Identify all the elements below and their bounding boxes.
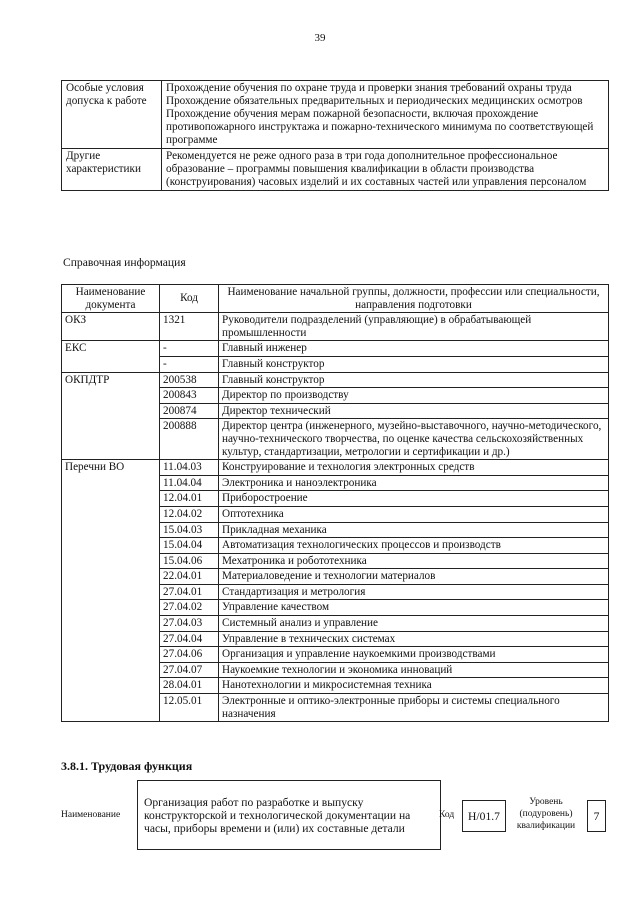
function-code-box <box>462 800 506 832</box>
reference-row <box>62 372 609 388</box>
conditions-label: Особые условия допуска к работе <box>62 81 162 149</box>
reference-name: Электронные и оптико-электронные приборы и системы специального назначения <box>219 694 609 722</box>
reference-name: Директор центра (инженерного, музейно-выставочного, научно-методического, научно-технического творчества, по оценке качества сельскохозяйственных культур, стандартизации, метрологии и сертификации и др.) <box>219 419 609 460</box>
reference-row <box>62 313 609 341</box>
reference-name: Электроника и наноэлектроника <box>219 475 609 491</box>
reference-code: 12.05.01 <box>160 694 219 722</box>
reference-code: 12.04.01 <box>160 491 219 507</box>
reference-document: Перечни ВО <box>62 460 160 722</box>
conditions-text <box>162 149 609 191</box>
reference-document: ОКПДТР <box>62 372 160 460</box>
reference-code: 27.04.06 <box>160 647 219 663</box>
header-document: Наименование документа <box>62 285 160 313</box>
reference-code: 22.04.01 <box>160 569 219 585</box>
reference-code: 15.04.04 <box>160 538 219 554</box>
conditions-paragraph: Прохождение обязательных предварительных и периодических медицинских осмотров <box>166 95 583 107</box>
reference-code: - <box>160 356 219 372</box>
reference-code: 27.04.01 <box>160 584 219 600</box>
reference-name: Директор технический <box>219 403 609 419</box>
reference-code: 200538 <box>160 372 219 388</box>
reference-name: Прикладная механика <box>219 522 609 538</box>
reference-header-row <box>62 285 609 313</box>
function-name: Организация работ по разработке и выпуску конструкторской и технологической документации на часы, приборы времени и (или) их составные детали <box>144 795 411 835</box>
reference-code: 200843 <box>160 388 219 404</box>
reference-code: 11.04.04 <box>160 475 219 491</box>
reference-name: Главный конструктор <box>219 372 609 388</box>
reference-name: Директор по производству <box>219 388 609 404</box>
reference-code: 200874 <box>160 403 219 419</box>
conditions-row <box>62 149 609 191</box>
header-name: Наименование начальной группы, должности, профессии или специальности, направления подготовки <box>219 285 609 313</box>
function-level-box <box>587 800 606 832</box>
reference-code: 28.04.01 <box>160 678 219 694</box>
reference-code: 27.04.03 <box>160 616 219 632</box>
reference-name: Главный инженер <box>219 341 609 357</box>
conditions-row <box>62 81 609 149</box>
reference-name: Руководители подразделений (управляющие) в обрабатывающей промышленности <box>219 313 609 341</box>
reference-name: Оптотехника <box>219 506 609 522</box>
reference-document: ЕКС <box>62 341 160 372</box>
reference-row <box>62 341 609 357</box>
reference-code: 200888 <box>160 419 219 460</box>
reference-code: 12.04.02 <box>160 506 219 522</box>
reference-name: Приборостроение <box>219 491 609 507</box>
level-label: Уровень (подуровень) квалификации <box>516 797 576 831</box>
reference-heading: Справочная информация <box>63 256 186 269</box>
conditions-table <box>61 80 609 191</box>
page-number: 39 <box>314 32 326 44</box>
conditions-paragraph: Прохождение обучения по охране труда и проверки знания требований охраны труда <box>166 82 572 94</box>
reference-code: 27.04.04 <box>160 631 219 647</box>
code-label: Код <box>439 810 455 820</box>
reference-document: ОКЗ <box>62 313 160 341</box>
reference-code: 27.04.02 <box>160 600 219 616</box>
conditions-paragraph: Прохождение обучения мерам пожарной безопасности, включая прохождение противопожарного инструктажа и пожарно-технического минимума по соответствующей программе <box>166 108 594 146</box>
labor-function-block <box>61 780 609 856</box>
section-title: 3.8.1. Трудовая функция <box>61 759 193 773</box>
reference-name: Конструирование и технология электронных средств <box>219 460 609 476</box>
reference-name: Системный анализ и управление <box>219 616 609 632</box>
reference-row <box>62 460 609 476</box>
reference-code: 15.04.03 <box>160 522 219 538</box>
reference-name: Материаловедение и технологии материалов <box>219 569 609 585</box>
reference-name: Управление качеством <box>219 600 609 616</box>
reference-name: Автоматизация технологических процессов и производств <box>219 538 609 554</box>
header-code: Код <box>160 285 219 313</box>
function-code: Н/01.7 <box>468 809 500 823</box>
reference-name: Управление в технических системах <box>219 631 609 647</box>
reference-code: 27.04.07 <box>160 662 219 678</box>
function-name-box <box>137 780 441 850</box>
reference-code: 11.04.03 <box>160 460 219 476</box>
conditions-text <box>162 81 609 149</box>
conditions-paragraph: Рекомендуется не реже одного раза в три года дополнительное профессиональное образование – программы повышения квалификации в области производства (конструирования) часовых изделий и их составных частей или управления персоналом <box>166 150 587 188</box>
conditions-label: Другие характеристики <box>62 149 162 191</box>
reference-code: 1321 <box>160 313 219 341</box>
function-level: 7 <box>593 809 600 823</box>
reference-code: 15.04.06 <box>160 553 219 569</box>
reference-code: - <box>160 341 219 357</box>
reference-name: Мехатроника и робототехника <box>219 553 609 569</box>
name-label: Наименование <box>61 810 121 820</box>
reference-name: Наукоемкие технологии и экономика инноваций <box>219 662 609 678</box>
reference-name: Организация и управление наукоемкими производствами <box>219 647 609 663</box>
reference-name: Нанотехнологии и микросистемная техника <box>219 678 609 694</box>
reference-name: Главный конструктор <box>219 356 609 372</box>
reference-table <box>61 284 609 722</box>
reference-name: Стандартизация и метрология <box>219 584 609 600</box>
